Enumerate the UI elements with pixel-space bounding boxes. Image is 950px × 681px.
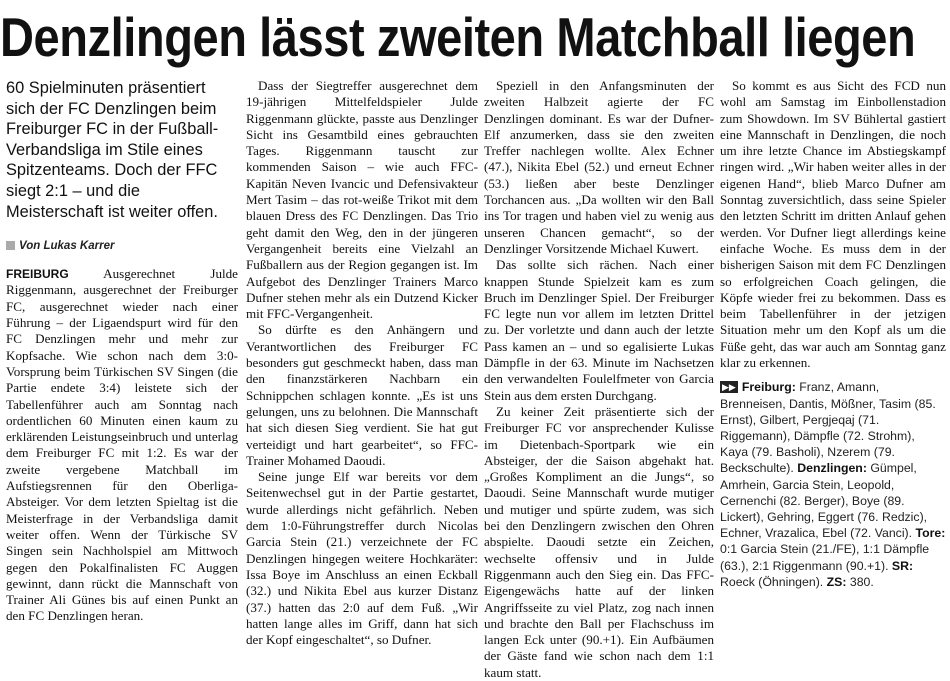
referee-label: SR: [891,558,914,573]
byline [6,240,238,252]
column-1 [6,78,238,625]
column-2 [246,78,478,648]
attendance-label: ZS: [826,574,847,589]
headline: Denzlingen lässt zweiten Matchball liegen [0,6,916,68]
paragraph-5: Speziell in den Anfangsminuten der zweiten Halbzeit agierte der FC Denzlingen dominant. Es war der Dufner-Elf anzumerken, dass sie den zweiten Treffer nachlegen wollte. Alex Echner (47.), Nikita Ebel (52.) und erneut Echner (53.) ließen aber beste Denzlinger Torchancen aus. „Da wollten wir den Ball ins Tor tragen und haben viel zu wenig aus unseren Chancen gemacht“, so der Denzlinger Vorsitzende Michael Kuwert. [484,78,714,256]
team2-lineup: Gümpel, Amrhein, Garcia Stein, Leopold, Cernenchi (82. Berger), Boye (89. Lickert), Gehring, Eggert (76. Redzic), Echner, Vrazalica, Ebel (72. Vanci). [720,461,928,541]
paragraph-1 [6,266,238,625]
goals-text: 0:1 Garcia Stein (21./FE), 1:1 Dämpfle (63.), 2:1 Riggenmann (90.+1). [720,542,930,573]
byline-square-icon [6,241,15,250]
referee-text: Roeck (Öhningen). [720,574,824,589]
team1-lineup: Franz, Amann, Brenneisen, Dantis, Mößner, Tasim (85. Ernst), Gilbert, Pergjeqaj (71. Riggemann), Dämpfle (72. Strohm), Kaya (79. Basholi), Nzerem (79. Beckschulte). [720,380,936,476]
factbox [720,379,946,590]
attendance-text: 380. [849,574,874,589]
column-3 [484,78,714,681]
paragraph-7: Zu keiner Zeit präsentierte sich der Freiburger FC vor ansprechender Kulisse im Dietenbach-Sportpark wie ein Absteiger, der die Saison abgehakt hat. „Großes Kompliment an die Jungs“, so Daoudi. Seine Mannschaft wurde mutiger und mutiger und spürte zudem, was sich bei den Denzlingern zwischen den Ohren abspielte. Daoudi setzte ein Zeichen, wechselte offensiv und in Julde Riggenmann auch den Sieg ein. Das FFC-Eigengewächs hatte auf der linken Angriffsseite zu viel Platz, zog nach innen und brachte den Ball per Flachschuss im langen Eck unter (90.+1). Ein Aufbäumen der Gäste fand wie schon nach dem 1:1 kaum statt. [484,403,714,680]
goals-label: Tore: [915,526,946,541]
double-arrow-icon: ▶▶ [722,382,736,393]
byline-text: Von Lukas Karrer [19,240,115,253]
column-4 [720,78,946,590]
paragraph-3: So dürfte es den Anhängern und Verantwortlichen des Freiburger FC besonders gut geschmeckt haben, dass man den finanzstärkeren Nachbarn ein Schnippchen schlagen konnte. „Es ist uns gelungen, uns zu belohnen. Die Mannschaft hat sich diesen Sieg verdient. Sie hat gut verteidigt und hart gearbeitet“, so FFC-Trainer Mohamed Daoudi. [246,322,478,468]
team2-label: Denzlingen: [797,461,867,476]
paragraph-6: Das sollte sich rächen. Nach einer knappen Stunde Spielzeit kam es zum Bruch im Denzlinger Spiel. Der Freiburger FC legte nun vor allem im letzten Drittel zu. Der vorletzte und dann auch der letzte Pass kamen an – und so egalisierte Lukas Dämpfle in der 63. Minute im Nachsetzen den verwandelten Foulelfmeter von Garcia Stein aus dem ersten Durchgang. [484,257,714,403]
lede: 60 Spielminuten präsentiert sich der FC Denzlingen beim Freiburger FC in der Fußball-Verbandsliga im Stile eines Spitzenteams. Doch der FFC siegt 2:1 – und die Meisterschaft ist weiter offen. [6,79,219,221]
paragraph-1-text: Ausgerechnet Julde Riggenmann, ausgerechnet der Freiburger FC, ausgerechnet wieder nach einer Führung – der Ligaendspurt wird für den FC Denzlingen mehr und mehr zur Kopfsache. Wie schon nach dem 3:0-Vorsprung beim Türkischen SV Singen (die Partie endete 3:4) leistete sich der Tabellenführer auch am Sonntag nach ordentlichen 60 Minuten einen kaum zu erklärenden Leistungseinbruch und unterlag dem Freiburger FC mit 1:2. Es war der zweite vergebene Matchball im Aufstiegsrennen für den Oberliga-Absteiger. Vor dem letzten Spieltag ist die Meisterfrage in der Verbandsliga damit weiter offen. Wenn der Türkische SV Singen sein Nachholspiel am Mittwoch gegen den Pokalfinalisten FC Auggen gewinnt, dann rückt die Mannschaft von Trainer Ali Günes bis auf einen Punkt an den FC Denzlingen heran. [6,266,238,624]
dateline: FREIBURG [6,267,69,282]
paragraph-2: Dass der Siegtreffer ausgerechnet dem 19-jährigen Mittelfeldspieler Julde Riggenmann glückte, passte aus Denzlinger Sicht ins Gesamtbild eines gebrauchten Tages. Riggenmann tauscht zur kommenden Saison – wie auch FFC-Kapitän Neven Ivancic und Defensivakteur Mert Tasim – das rot-weiße Trikot mit dem blauen Dress des FC Denzlingen. Das Trio geht damit den Weg, den in der jüngeren Vergangenheit bereits eine Vielzahl an Fußballern aus der Region gegangen ist. Im Aufgebot des Denzlinger Trainers Marco Dufner stehen mehr als ein Dutzend Kicker mit FFC-Vergangenheit. [246,78,478,322]
paragraph-4: Seine junge Elf war bereits vor dem Seitenwechsel gut in der Partie gestartet, wurde allerdings nicht gefährlich. Neben dem 1:0-Führungstreffer durch Nicolas Garcia Stein (21.) verzeichnete der FC Denzlingen hingegen weitere Hochkaräter: Issa Boye im Anschluss an einen Eckball (32.) und Nikita Ebel aus kurzer Distanz (37.) hatten das 2:0 auf dem Fuß. „Wir hatten lange alles im Griff, dann hat sich der Kopf eingeschaltet“, so Dufner. [246,469,478,648]
team1-label: Freiburg: [741,380,796,395]
paragraph-8: So kommt es aus Sicht des FCD nun wohl am Samstag im Einbollenstadion zum Showdown. Im SV Bühlertal gastiert eine Mannschaft in Denzlingen, die noch um ihre letzte Chance im Abstiegskampf ringen wird. „Wir haben weiter alles in der eigenen Hand“, blieb Marco Dufner am Sonntag zuversichtlich, dass seine Spieler den letzten Schritt im dritten Anlauf gehen werden. Vor Dufner liegt allerdings keine einfache Woche. Es muss dem in der bisherigen Saison mit dem FC Denzlingen so erfolgreichen Coach gelingen, die Köpfe wieder frei zu bekommen. Dass es beim Tabellenführer in der jetzigen Situation mehr um den Kopf als um die Füße geht, das war auch am Sonntag ganz klar zu erkennen. [720,78,946,371]
